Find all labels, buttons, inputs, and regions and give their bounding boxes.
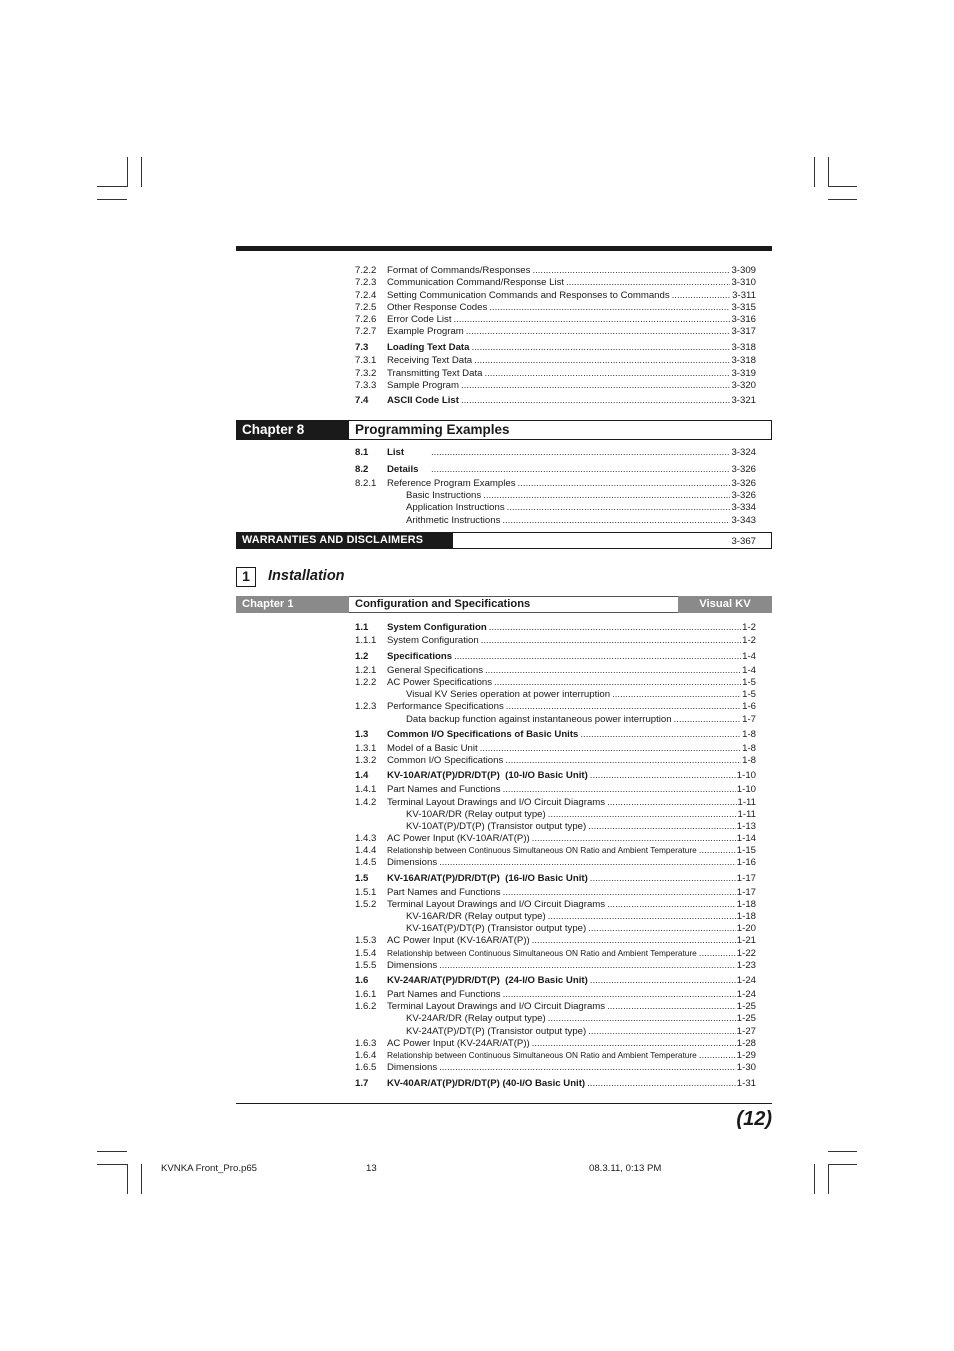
leader-dots <box>471 341 730 354</box>
entry-title: Application Instructions <box>406 502 505 513</box>
leader-dots <box>566 276 730 289</box>
entry-number: 1.6.4 <box>355 1050 377 1061</box>
leader-dots <box>466 325 731 338</box>
toc-entry[interactable] <box>355 1012 756 1025</box>
entry-number: 8.1 <box>355 447 369 458</box>
entry-page: 3-326 <box>731 478 756 489</box>
entry-number: 1.5.2 <box>355 899 377 910</box>
entry-page: 3-326 <box>731 490 756 501</box>
crop-mark <box>141 1164 142 1194</box>
crop-mark <box>97 186 127 187</box>
entry-title: KV-10AT(P)/DT(P) (Transistor output type) <box>406 821 587 832</box>
crop-mark <box>828 1164 857 1165</box>
entry-page: 1-24 <box>736 989 756 1000</box>
crop-mark <box>127 1164 128 1194</box>
entry-title: AC Power Specifications <box>387 677 493 688</box>
series-tag: Visual KV <box>678 596 772 613</box>
entry-number: 1.4.1 <box>355 784 377 795</box>
entry-number: 8.2.1 <box>355 478 377 489</box>
entry-title: Part Names and Functions <box>387 784 501 795</box>
footer-sheet: 13 <box>366 1163 377 1174</box>
crop-mark <box>814 1164 815 1194</box>
entry-title: Setting Communication Commands and Responses to Commands <box>387 290 670 301</box>
leader-dots <box>461 379 730 392</box>
toc-entry[interactable] <box>355 754 756 767</box>
toc-entry[interactable] <box>355 341 756 354</box>
leader-dots <box>431 463 730 476</box>
entry-page: 3-321 <box>731 395 756 406</box>
entry-page: 1-27 <box>736 1026 756 1037</box>
toc-entry[interactable] <box>355 728 756 741</box>
crop-mark <box>97 1164 127 1165</box>
footer-datetime: 08.3.11, 0:13 PM <box>589 1163 662 1174</box>
entry-title: Transmitting Text Data <box>387 368 483 379</box>
entry-page: 1-20 <box>736 923 756 934</box>
entry-page: 1-24 <box>736 975 756 986</box>
leader-dots <box>532 934 736 947</box>
entry-title: KV-24AR/AT(P)/DR/DT(P) (24-I/O Basic Unit) <box>387 975 588 986</box>
entry-page: 3-334 <box>731 502 756 513</box>
toc-entry[interactable] <box>355 650 756 663</box>
crop-mark <box>828 1164 829 1194</box>
entry-page: 3-318 <box>731 355 756 366</box>
entry-number: 1.2.2 <box>355 677 377 688</box>
entry-title: AC Power Input (KV-10AR/AT(P)) <box>387 833 530 844</box>
entry-page: 3-343 <box>731 515 756 526</box>
entry-page: 1-10 <box>736 770 756 781</box>
entry-number: 1.6.2 <box>355 1001 377 1012</box>
toc-entry[interactable] <box>355 446 756 459</box>
entry-number: 1.3 <box>355 729 369 740</box>
chapter-title: Programming Examples <box>355 422 510 437</box>
entry-page: 1-28 <box>736 1038 756 1049</box>
toc-entry[interactable] <box>355 394 756 407</box>
crop-mark <box>141 157 142 187</box>
entry-title: Part Names and Functions <box>387 887 501 898</box>
entry-page: 3-320 <box>731 380 756 391</box>
entry-title: Common I/O Specifications <box>387 755 504 766</box>
entry-title: Details <box>387 464 419 475</box>
entry-page: 1-4 <box>742 651 756 662</box>
entry-page: 1-30 <box>736 1062 756 1073</box>
entry-title: Error Code List <box>387 314 452 325</box>
entry-number: 1.5 <box>355 873 369 884</box>
crop-mark <box>828 157 829 187</box>
toc-entry[interactable] <box>355 325 756 338</box>
entry-page: 1-11 <box>737 809 756 820</box>
toc-entry[interactable] <box>355 379 756 392</box>
leader-dots <box>489 621 741 634</box>
entry-title: Other Response Codes <box>387 302 488 313</box>
entry-title: Example Program <box>387 326 464 337</box>
entry-page: 1-6 <box>742 701 756 712</box>
leader-dots <box>506 700 741 713</box>
entry-number: 1.4.4 <box>355 845 377 856</box>
entry-number: 7.3 <box>355 342 369 353</box>
crop-mark <box>828 186 857 187</box>
toc-entry[interactable] <box>355 974 756 987</box>
entry-number: 8.2 <box>355 464 369 475</box>
entry-title: Basic Instructions <box>406 490 482 501</box>
entry-page: 1-14 <box>736 833 756 844</box>
entry-title: Sample Program <box>387 380 459 391</box>
entry-title: Terminal Layout Drawings and I/O Circuit Diagrams <box>387 1001 606 1012</box>
entry-title: Relationship between Continuous Simultaneous ON Ratio and Ambient Temperature <box>387 948 697 958</box>
entry-title: System Configuration <box>387 622 487 633</box>
entry-page: 1-2 <box>742 622 756 633</box>
entry-number: 1.4 <box>355 770 369 781</box>
entry-number: 1.5.5 <box>355 960 377 971</box>
entry-page: 3-319 <box>731 368 756 379</box>
chapter-label: Chapter 8 <box>236 420 349 440</box>
entry-title: List <box>387 447 405 458</box>
crop-mark <box>814 157 815 187</box>
entry-title: Performance Specifications <box>387 701 504 712</box>
entry-page: 1-21 <box>736 935 756 946</box>
entry-title: KV-40AR/AT(P)/DR/DT(P) (40-I/O Basic Unit) <box>387 1078 586 1089</box>
toc-entry[interactable] <box>355 700 756 713</box>
entry-title: Relationship between Continuous Simultaneous ON Ratio and Ambient Temperature <box>387 1050 697 1060</box>
warranties-page: 3-367 <box>731 536 756 547</box>
entry-number: 1.5.4 <box>355 948 377 959</box>
leader-dots <box>439 1061 736 1074</box>
entry-title: Dimensions <box>387 1062 438 1073</box>
entry-page: 3-317 <box>731 326 756 337</box>
entry-title: General Specifications <box>387 665 483 676</box>
entry-page: 3-318 <box>731 342 756 353</box>
entry-page: 1-29 <box>736 1050 756 1061</box>
entry-page: 1-31 <box>736 1078 756 1089</box>
toc-entry[interactable] <box>355 634 756 647</box>
entry-title: KV-16AR/DR (Relay output type) <box>406 911 546 922</box>
entry-number: 1.6.1 <box>355 989 377 1000</box>
entry-page: 3-324 <box>731 447 756 458</box>
entry-title: Format of Commands/Responses <box>387 265 531 276</box>
toc-entry[interactable] <box>355 934 756 947</box>
entry-page: 1-17 <box>736 873 756 884</box>
chapter-title: Configuration and Specifications <box>355 598 531 610</box>
entry-title: AC Power Input (KV-24AR/AT(P)) <box>387 1038 530 1049</box>
entry-page: 1-17 <box>736 887 756 898</box>
leader-dots <box>580 728 741 741</box>
leader-dots <box>590 769 736 782</box>
entry-number: 1.4.5 <box>355 857 377 868</box>
leader-dots <box>461 394 730 407</box>
entry-title: Terminal Layout Drawings and I/O Circuit Diagrams <box>387 797 606 808</box>
leader-dots <box>454 650 741 663</box>
toc-entry[interactable] <box>355 1061 756 1074</box>
entry-title: Loading Text Data <box>387 342 470 353</box>
toc-entry[interactable] <box>355 769 756 782</box>
entry-page: 1-23 <box>736 960 756 971</box>
leader-dots <box>590 974 736 987</box>
warranties-header[interactable] <box>236 532 772 549</box>
toc-entry[interactable] <box>355 354 756 367</box>
chapter1-header <box>236 596 772 613</box>
crop-mark <box>828 199 857 200</box>
entry-number: 1.5.3 <box>355 935 377 946</box>
entry-title: Relationship between Continuous Simultaneous ON Ratio and Ambient Temperature <box>387 845 697 855</box>
entry-title: Arithmetic Instructions <box>406 515 501 526</box>
leader-dots <box>674 713 742 726</box>
entry-page: 1-13 <box>736 821 756 832</box>
entry-number: 7.2.2 <box>355 265 377 276</box>
leader-dots <box>590 872 736 885</box>
entry-number: 1.4.2 <box>355 797 377 808</box>
entry-page: 1-25 <box>736 1001 756 1012</box>
entry-title: Specifications <box>387 651 453 662</box>
page-number: (12) <box>736 1108 772 1130</box>
entry-number: 7.2.3 <box>355 277 377 288</box>
entry-number: 1.1.1 <box>355 635 377 646</box>
entry-title: KV-16AR/AT(P)/DR/DT(P) (16-I/O Basic Unit) <box>387 873 588 884</box>
entry-number: 1.7 <box>355 1078 369 1089</box>
entry-title: Communication Command/Response List <box>387 277 565 288</box>
chapter8-header <box>236 420 772 440</box>
leader-dots <box>439 959 736 972</box>
entry-title: System Configuration <box>387 635 479 646</box>
entry-title: AC Power Input (KV-16AR/AT(P)) <box>387 935 530 946</box>
entry-number: 7.4 <box>355 395 369 406</box>
warranties-label: WARRANTIES AND DISCLAIMERS <box>236 532 453 549</box>
entry-page: 1-5 <box>742 689 756 700</box>
entry-page: 1-11 <box>737 797 756 808</box>
entry-number: 7.2.6 <box>355 314 377 325</box>
toc-entry[interactable] <box>355 501 756 514</box>
toc-entry[interactable] <box>355 872 756 885</box>
toc-entry[interactable] <box>355 276 756 289</box>
entry-title: KV-24AR/DR (Relay output type) <box>406 1013 546 1024</box>
entry-title: Data backup function against instantaneous power interruption <box>406 714 672 725</box>
entry-title: KV-16AT(P)/DT(P) (Transistor output type) <box>406 923 587 934</box>
entry-page: 3-316 <box>731 314 756 325</box>
toc-entry[interactable] <box>355 856 756 869</box>
leader-dots <box>507 501 731 514</box>
entry-number: 1.1 <box>355 622 369 633</box>
entry-page: 1-25 <box>736 1013 756 1024</box>
entry-title: Common I/O Specifications of Basic Units <box>387 729 579 740</box>
entry-page: 1-18 <box>736 899 756 910</box>
crop-mark <box>127 157 128 187</box>
leader-dots <box>502 514 730 527</box>
entry-page: 1-18 <box>736 911 756 922</box>
entry-number: 1.2.3 <box>355 701 377 712</box>
entry-page: 3-311 <box>732 290 756 301</box>
entry-page: 1-2 <box>742 635 756 646</box>
toc-entry[interactable] <box>355 959 756 972</box>
entry-number: 7.3.2 <box>355 368 377 379</box>
chapter-label: Chapter 1 <box>236 596 349 613</box>
leader-dots <box>587 1077 736 1090</box>
entry-page: 1-22 <box>736 948 756 959</box>
leader-dots <box>548 1012 736 1025</box>
toc-entry[interactable] <box>355 1077 756 1090</box>
entry-title: KV-10AR/DR (Relay output type) <box>406 809 546 820</box>
entry-number: 1.3.2 <box>355 755 377 766</box>
entry-number: 7.2.4 <box>355 290 377 301</box>
entry-page: 1-8 <box>742 755 756 766</box>
part-number: 1 <box>236 567 256 587</box>
entry-number: 1.2.1 <box>355 665 377 676</box>
entry-page: 1-8 <box>742 743 756 754</box>
entry-number: 1.5.1 <box>355 887 377 898</box>
entry-number: 1.4.3 <box>355 833 377 844</box>
bottom-rule <box>236 1103 772 1104</box>
entry-number: 7.3.3 <box>355 380 377 391</box>
entry-title: Dimensions <box>387 960 438 971</box>
entry-title: Terminal Layout Drawings and I/O Circuit Diagrams <box>387 899 606 910</box>
footer-filename: KVNKA Front_Pro.p65 <box>161 1163 257 1174</box>
entry-page: 3-315 <box>731 302 756 313</box>
leader-dots <box>439 856 736 869</box>
entry-page: 3-309 <box>731 265 756 276</box>
entry-title: KV-24AT(P)/DT(P) (Transistor output type) <box>406 1026 587 1037</box>
entry-page: 1-10 <box>736 784 756 795</box>
entry-number: 7.3.1 <box>355 355 377 366</box>
entry-title: Visual KV Series operation at power interruption <box>406 689 611 700</box>
entry-title: Reference Program Examples <box>387 478 516 489</box>
entry-title: KV-10AR/AT(P)/DR/DT(P) (10-I/O Basic Unit) <box>387 770 588 781</box>
top-rule <box>236 246 772 251</box>
crop-mark <box>97 199 127 200</box>
leader-dots <box>481 634 741 647</box>
entry-page: 1-16 <box>736 857 756 868</box>
entry-page: 1-5 <box>742 677 756 688</box>
toc-entry[interactable] <box>355 621 756 634</box>
toc-entry[interactable] <box>355 713 756 726</box>
entry-title: ASCII Code List <box>387 395 459 406</box>
toc-entry[interactable] <box>355 514 756 527</box>
entry-number: 1.6 <box>355 975 369 986</box>
entry-title: Part Names and Functions <box>387 989 501 1000</box>
entry-page: 3-326 <box>731 464 756 475</box>
entry-title: Dimensions <box>387 857 438 868</box>
toc-entry[interactable] <box>355 783 756 796</box>
toc-entry[interactable] <box>355 463 756 476</box>
entry-page: 1-8 <box>742 729 756 740</box>
entry-page: 1-7 <box>742 714 756 725</box>
crop-mark <box>828 1151 857 1152</box>
part-title: Installation <box>268 568 345 584</box>
leader-dots <box>503 783 736 796</box>
leader-dots <box>474 354 730 367</box>
entry-title: Model of a Basic Unit <box>387 743 478 754</box>
entry-page: 3-310 <box>731 277 756 288</box>
entry-page: 1-4 <box>742 665 756 676</box>
entry-page: 1-15 <box>736 845 756 856</box>
crop-mark <box>97 1151 127 1152</box>
entry-title: Receiving Text Data <box>387 355 473 366</box>
leader-dots <box>431 446 730 459</box>
entry-number: 1.6.3 <box>355 1038 377 1049</box>
entry-number: 7.2.7 <box>355 326 377 337</box>
entry-number: 1.2 <box>355 651 369 662</box>
entry-number: 7.2.5 <box>355 302 377 313</box>
entry-number: 1.3.1 <box>355 743 377 754</box>
entry-number: 1.6.5 <box>355 1062 377 1073</box>
leader-dots <box>505 754 741 767</box>
